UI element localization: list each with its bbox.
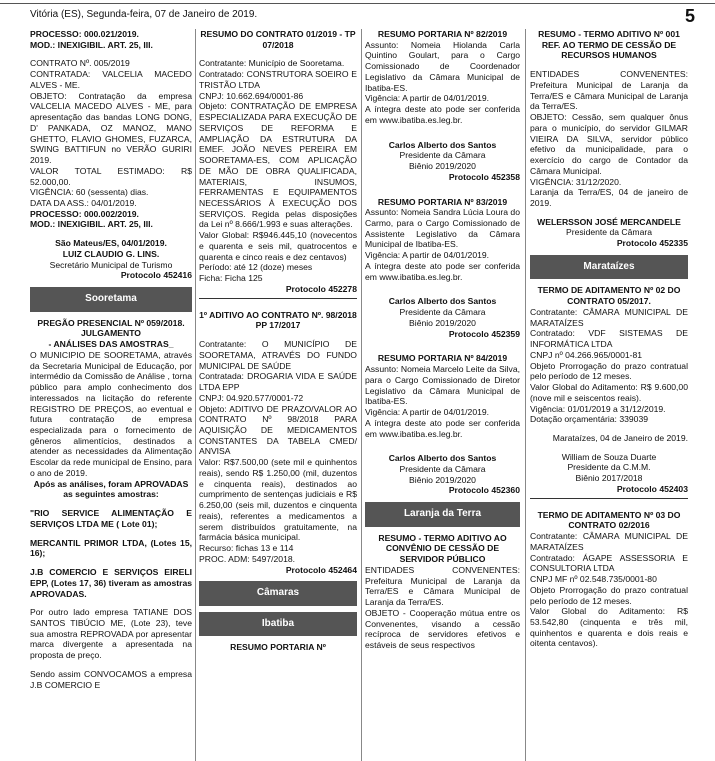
- text-line: CNPJ: 10.662.694/0001-86: [199, 90, 304, 101]
- signature-term: Biênio 2019/2020: [409, 161, 476, 172]
- text-line: VIGÊNCIA: 60 (sessenta) dias.: [30, 187, 149, 198]
- text-line: Contratada: DROGARIA VIDA E SAÚDE LTDA EPP: [199, 371, 357, 393]
- text-line: "RIO SERVICE ALIMENTAÇÃO E SERVIÇOS LTDA ME ( Lote 01);: [30, 508, 192, 529]
- signature-term: Biênio 2019/2020: [409, 474, 476, 485]
- text-paragraph: ENTIDADES CONVENENTES: Prefeitura Municipal de Laranja da Terra/ES e Câmara Municipal de Laranja da Terra/ES.: [530, 69, 688, 112]
- text-line: Vigência: A partir de 04/01/2019.: [365, 407, 490, 418]
- text-line: Contratado: CONSTRUTORA SOEIRO E TRISTÃO LTDA: [199, 69, 357, 90]
- top-rule: [0, 0, 715, 4]
- text-line: CNPJ nº 04.266.965/0001-81: [530, 349, 643, 360]
- column-divider: [195, 29, 196, 761]
- text-paragraph: Assunto: Nomeia Sandra Lúcia Loura do Carmo, para o Cargo Comissionado de Assistente Legislativo da Câmara Municipal de Ibatiba-ES.: [365, 207, 520, 250]
- signature-name: Carlos Alberto dos Santos: [388, 139, 497, 150]
- text-line: MOD.: INEXIGIBIL. ART. 25, III.: [30, 219, 153, 230]
- column-2: [199, 29, 357, 761]
- protocol-number: Protocolo 452358: [448, 171, 520, 182]
- top-journal-label: [520, 0, 648, 2]
- protocol-number: Protocolo 452278: [285, 283, 357, 294]
- protocol-number: Protocolo 452464: [285, 564, 357, 575]
- text-line: CNPJ MF nº 02.548.735/0001-80: [530, 574, 657, 585]
- section-title: PP 17/2017: [255, 320, 301, 331]
- text-line: Período: até 12 (doze) meses: [199, 262, 313, 273]
- text-line: Contratado: VDF SISTEMAS DE INFORMÁTICA LTDA: [530, 328, 688, 350]
- section-title: RESUMO - TERMO ADITIVO AO CONVÊNIO DE CESSÃO DE SERVIDOR PÚBLICO: [378, 532, 507, 565]
- text-paragraph: Objeto Prorrogação do prazo contratual pelo período de 12 meses.: [530, 360, 688, 382]
- text-paragraph: Valor: R$7.500,00 (sete mil e quinhentos reais), sendo R$ 1.250,00 (mil, duzentos e cinquenta reais), destinados ao cumprimento de sentenças judiciais e R$ 6.250,00 (seis mil, duzentos e cinquenta reais), referentes a medicamentos a serem distribuídos gratuitamente, na farmácia básica municipal.: [199, 457, 357, 543]
- signature-role: Presidente da Câmara: [399, 307, 486, 318]
- signature-role: Presidente da C.M.M.: [567, 462, 651, 473]
- text-paragraph: Assunto: Nomeia Marcelo Leite da Silva, para o Cargo Comissionado de Diretor Legislativo da Câmara Municipal de Ibatiba-ES.: [365, 364, 520, 407]
- signature-role: Secretário Municipal de Turismo: [49, 259, 173, 270]
- text-line: CONTRATO Nº. 005/2019: [30, 58, 130, 69]
- text-paragraph: A íntegra deste ato pode ser conferida em www.ibatiba.es.leg.br.: [365, 260, 520, 282]
- text-paragraph: Valor Global do Aditamento: R$ 53.542,80 (cinquenta e três mil, quinhentos e quarenta e dois reais e oitenta centavos).: [530, 606, 688, 649]
- signature-term: Biênio 2017/2018: [575, 473, 643, 484]
- text-line: DATA DA ASS.: 04/01/2019.: [30, 198, 137, 209]
- text-paragraph: Objeto: CONTRATAÇÃO DE EMPRESA ESPECIALIZADA PARA EXECUÇÃO DE SERVIÇOS DE REFORMA E AMPLIAÇÃO DA ESTRUTURA DA EMEF. JOÃO NEVES PEREIRA EM SOORETAMA-ES, COM APLICAÇÃO DE MÃO DE OBRA QUALIFICADA, MATERIAIS, INSUMOS, FERRAMENTAS E EQUIPAMENTOS NECESSÁRIOS À EXECUÇÃO DOS SERVIÇOS. Regida pelas disposições da Lei nº 8.666/1.993 e suas alterações.: [199, 101, 357, 230]
- protocol-number: Protocolo 452359: [448, 328, 520, 339]
- text-paragraph: Por outro lado empresa TATIANE DOS SANTOS TIBÚCIO ME, (Lote 23), teve sua amostra REPROVADA por apresentar marca divergente a apresentada na proposta de preço.: [30, 607, 192, 661]
- signature-term: Biênio 2019/2020: [409, 317, 476, 328]
- top-section-label: [340, 0, 371, 2]
- text-paragraph: Objeto Prorrogação do prazo contratual pelo período de 12 meses.: [530, 584, 688, 606]
- text-paragraph: A íntegra deste ato pode ser conferida em www.ibatiba.es.leg.br.: [365, 417, 520, 439]
- text-paragraph: Contratante: O MUNICÍPIO DE SOORETAMA, ATRAVÉS DO FUNDO MUNICIPAL DE SAÚDE: [199, 339, 357, 371]
- text-line: Recurso: fichas 13 e 114: [199, 543, 294, 554]
- text-paragraph: ENTIDADES CONVENENTES: Prefeitura Municipal de Laranja da Terra/ES e Câmara Municipal de Laranja da Terra/ES.: [365, 564, 520, 608]
- column-divider: [361, 29, 362, 761]
- text-paragraph: Assunto: Nomeia Hiolanda Carla Quintino Goulart, para o Cargo Comissionado de Coordenador Legislativo da Câmara Municipal de Ibatiba-ES.: [365, 39, 520, 93]
- text-line: Laranja da Terra/ES, 04 de janeiro de 2019.: [530, 187, 688, 209]
- text-line: Vigência: A partir de 04/01/2019.: [365, 250, 490, 261]
- text-line: PROC. ADM: 5497/2018.: [199, 553, 296, 564]
- text-line: MERCANTIL PRIMOR LTDA, (Lotes 15, 16);: [30, 537, 192, 559]
- text-line: Dotação orçamentária: 339039: [530, 414, 649, 425]
- column-1: [30, 29, 192, 761]
- text-paragraph: A íntegra deste ato pode ser conferida em www.ibatiba.es.leg.br.: [365, 104, 520, 125]
- text-line: Após as análises, foram APROVADAS as seguintes amostras:: [33, 478, 189, 500]
- signature-name: William de Souza Duarte: [561, 451, 657, 462]
- text-line: PROCESSO: 000.021/2019.: [30, 29, 139, 39]
- text-line: PROCESSO: 000.002/2019.: [30, 208, 139, 219]
- text-line: CONTRATADA: VALCELIA MACEDO ALVES - ME.: [30, 69, 192, 90]
- text-paragraph: O MUNICIPIO DE SOORETAMA, através da Secretaria Municipal de Educação, por intermédio da Comissão de Análise , torna público para amplo conhecimento dos interessados na licitação do referente REGISTRO DE PREÇOS, ao eventual e futura contratação de empresa especializada para o fornecimento de gêneros alimentícios, destinados a atender as necessidades da Alimentação Escolar da rede municipal de Ensino, para o ano de 2019.: [30, 349, 192, 478]
- section-title: RESUMO PORTARIA Nº 83/2019: [377, 196, 508, 207]
- text-line: Contratado: ÁGAPE ASSESSORIA E CONSULTORIA LTDA: [530, 552, 688, 574]
- page-date-header: Vitória (ES), Segunda-feira, 07 de Janeiro de 2019.: [30, 9, 258, 20]
- text-line: CNPJ: 04.920.577/0001-72: [199, 392, 304, 403]
- section-title: TERMO DE ADITAMENTO Nº 03 DO CONTRATO 02/2016: [537, 509, 681, 531]
- signature-role: Presidente da Câmara: [399, 463, 486, 474]
- text-line: JULGAMENTO: [80, 328, 141, 339]
- signature-name: WELERSSON JOSÉ MERCANDELE: [537, 216, 681, 227]
- text-line: Contratante: Município de Sooretama.: [199, 58, 345, 69]
- signature-role: Presidente da Câmara: [566, 227, 652, 238]
- section-bar-ibatiba: Ibatiba: [199, 612, 357, 637]
- signature-name: LUIZ CLAUDIO G. LINS.: [62, 248, 160, 259]
- signature-name: Carlos Alberto dos Santos: [388, 453, 497, 464]
- protocol-number: Protocolo 452416: [120, 270, 192, 281]
- section-title: 1º ADITIVO AO CONTRATO Nº. 98/2018: [199, 309, 357, 320]
- column-divider: [525, 29, 526, 761]
- section-title: TERMO DE ADITAMENTO Nº 02 DO CONTRATO 05/2017.: [537, 285, 681, 307]
- text-paragraph: Sendo assim CONVOCAMOS a empresa J.B COMERCIO E: [30, 668, 192, 690]
- protocol-number: Protocolo 452360: [448, 485, 520, 496]
- text-line: J.B COMERCIO E SERVIÇOS EIRELI EPP, (Lotes 17, 36) tiveram as amostras APROVADAS.: [30, 567, 192, 599]
- text-paragraph: Valor Global: R$946.445,10 (novecentos e quarenta e seis mil, quatrocentos e quarenta e cinco reais e dez centavos): [199, 230, 357, 262]
- text-line: VIGÊNCIA: 31/12/2020.: [530, 176, 622, 187]
- text-line: Contratante: CÂMARA MUNICIPAL DE MARATAÍZES: [530, 306, 688, 328]
- page-number: 5: [684, 6, 695, 26]
- protocol-number: Protocolo 452335: [616, 238, 688, 249]
- section-title: RESUMO PORTARIA Nº 84/2019: [377, 353, 508, 364]
- text-paragraph: OBJETO - Cooperação mútua entre os Convenentes, visando a cessão recíproca de servidores efetivos e estáveis de seus respectivos: [365, 607, 520, 651]
- section-title: RESUMO PORTARIA Nº 82/2019: [377, 29, 508, 39]
- text-line: Ficha: Ficha 125: [199, 273, 263, 284]
- section-bar-marataizes: Marataízes: [530, 255, 688, 280]
- signature-role: Presidente da Câmara: [399, 150, 486, 161]
- text-line: PREGÃO PRESENCIAL Nº 059/2018.: [37, 317, 185, 328]
- section-bar-camaras: Câmaras: [199, 581, 357, 606]
- text-line: Vigência: A partir de 04/01/2019.: [365, 93, 490, 104]
- text-paragraph: OBJETO: Cessão, sem qualquer ônus para o município, do servidor GILMAR VIEIRA DA SILVA, servidor público efetivo da municipalidade, para o exercício do cargo de Contador da Câmara Municipal.: [530, 112, 688, 176]
- text-paragraph: Valor Global do Aditamento: R$ 9.600,00 (nove mil e seiscentos reais).: [530, 382, 688, 403]
- text-line: - ANÁLISES DAS AMOSTRAS_: [48, 339, 174, 350]
- section-title: RESUMO DO CONTRATO 01/2019 - TP 07/2018: [200, 29, 356, 50]
- text-line: VALOR TOTAL ESTIMADO: R$ 52.000,00.: [30, 165, 192, 187]
- section-bar-sooretama: Sooretama: [30, 287, 192, 312]
- signature-name: Carlos Alberto dos Santos: [388, 296, 497, 307]
- signature-place-date: São Mateus/ES, 04/01/2019.: [55, 238, 167, 249]
- protocol-number: Protocolo 452403: [616, 483, 688, 494]
- text-line: MOD.: INEXIGIBIL. ART. 25, III.: [30, 39, 153, 50]
- section-title: RESUMO PORTARIA Nº: [230, 642, 326, 653]
- section-title: RESUMO - TERMO ADITIVO Nº 001 REF. AO TERMO DE CESSÃO DE RECURSOS HUMANOS: [538, 29, 680, 61]
- text-line: Vigência: 01/01/2019 a 31/12/2019.: [530, 403, 666, 414]
- column-4: [530, 29, 688, 761]
- column-3: [365, 29, 520, 761]
- section-bar-laranja-da-terra: Laranja da Terra: [365, 502, 520, 527]
- text-paragraph: OBJETO: Contratação da empresa VALCELIA MACEDO ALVES - ME, para apresentação das bandas LONG DONG, D' PANKADA, OZ MANOZ, MANO GHETTO, FLAVIO GHOMES, FUZARCA, SWING BATTIFUN no VERÃO GURIRI 2019.: [30, 90, 192, 166]
- text-line: Contratante: CÂMARA MUNICIPAL DE MARATAÍZES: [530, 531, 688, 552]
- text-paragraph: Objeto: ADITIVO DE PRAZO/VALOR AO CONTRATO Nº 98/2018 PARA AQUISIÇÃO DE MEDICAMENTOS CONSTANTES DA TABELA CMED/ ANVISA: [199, 403, 357, 457]
- place-date: Marataízes, 04 de Janeiro de 2019.: [552, 433, 688, 443]
